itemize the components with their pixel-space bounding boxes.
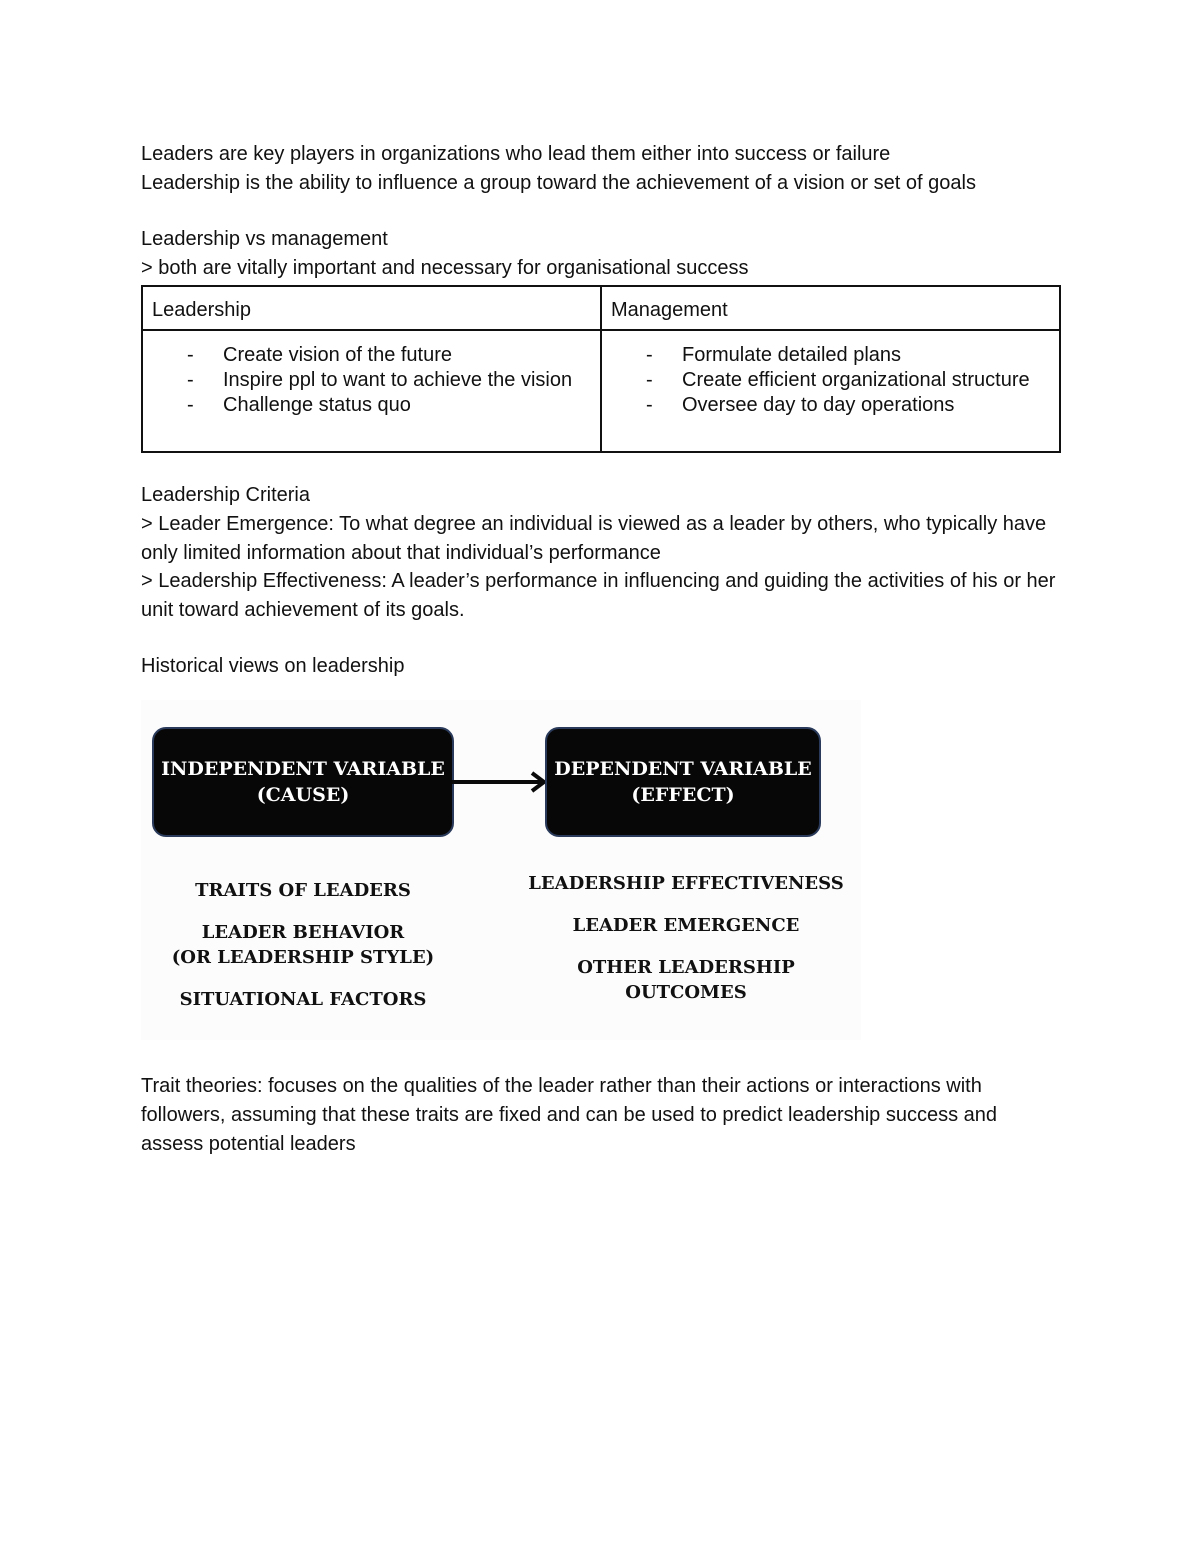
- independent-variable-title: INDEPENDENT VARIABLE: [161, 758, 445, 780]
- comparison-note: > both are vitally important and necessary for organisational success: [141, 257, 749, 279]
- list-item: - Inspire ppl to want to achieve the vision: [187, 369, 573, 391]
- spacer: [141, 198, 1061, 225]
- leadership-variables-diagram: [141, 700, 861, 1040]
- cause-behavior: LEADER BEHAVIOR (OR LEADERSHIP STYLE): [171, 922, 435, 968]
- intro-line-1: Leaders are key players in organizations who lead them either into success or failure: [141, 143, 891, 165]
- table-header-leadership: Leadership: [142, 286, 601, 330]
- effect-emergence: LEADER EMERGENCE: [572, 915, 800, 936]
- comparison-table: [141, 285, 1061, 453]
- intro-line-2: Leadership is the ability to influence a group toward the achievement of a vision or set of goals: [141, 172, 976, 194]
- list-item: - Formulate detailed plans: [646, 344, 902, 366]
- criteria-emergence: > Leader Emergence: To what degree an individual is viewed as a leader by others, who typically have only limited information about that individual’s performance: [141, 513, 1047, 564]
- independent-variable-box: [152, 727, 454, 837]
- document-page: [141, 140, 1061, 681]
- spacer: [141, 624, 1061, 652]
- leadership-list: [143, 343, 600, 418]
- table-header-row: [142, 286, 1060, 330]
- dash-bullet: -: [646, 394, 653, 416]
- cause-effect-arrow-icon: [452, 770, 548, 794]
- management-list: [602, 343, 1059, 418]
- trait-theories-paragraph: Trait theories: focuses on the qualities of the leader rather than their actions or interactions with followers, assuming that these traits are fixed and can be used to predict leadership success and assess potential leaders: [141, 1075, 998, 1155]
- management-cell: [601, 330, 1060, 452]
- dependent-variable-box: [545, 727, 821, 837]
- table-header-management: Management: [601, 286, 1060, 330]
- list-item: - Challenge status quo: [187, 394, 411, 416]
- cause-traits: TRAITS OF LEADERS: [195, 880, 411, 901]
- dash-bullet: -: [187, 344, 194, 366]
- criteria-effectiveness: > Leadership Effectiveness: A leader’s performance in influencing and guiding the activities of his or her unit toward achievement of its goals.: [141, 570, 1056, 621]
- cause-factors-list: [152, 878, 454, 1029]
- cause-situational: SITUATIONAL FACTORS: [179, 989, 427, 1010]
- criteria-heading: Leadership Criteria: [141, 484, 310, 506]
- list-item: - Create vision of the future: [187, 344, 453, 366]
- spacer: [141, 453, 1061, 481]
- historical-heading: Historical views on leadership: [141, 655, 405, 677]
- leadership-cell: [142, 330, 601, 452]
- dash-bullet: -: [646, 344, 653, 366]
- list-item: - Create efficient organizational structure: [646, 369, 1030, 391]
- dependent-variable-subtitle: (EFFECT): [631, 784, 735, 806]
- dash-bullet: -: [646, 369, 653, 391]
- comparison-heading: Leadership vs management: [141, 228, 388, 250]
- table-row: [142, 330, 1060, 452]
- effect-other: OTHER LEADERSHIP OUTCOMES: [577, 957, 795, 1003]
- dash-bullet: -: [187, 369, 194, 391]
- independent-variable-subtitle: (CAUSE): [256, 784, 350, 806]
- dash-bullet: -: [187, 394, 194, 416]
- dependent-variable-title: DEPENDENT VARIABLE: [554, 758, 812, 780]
- effect-outcomes-list: [521, 871, 851, 1022]
- list-item: - Oversee day to day operations: [646, 394, 955, 416]
- effect-effectiveness: LEADERSHIP EFFECTIVENESS: [528, 873, 844, 894]
